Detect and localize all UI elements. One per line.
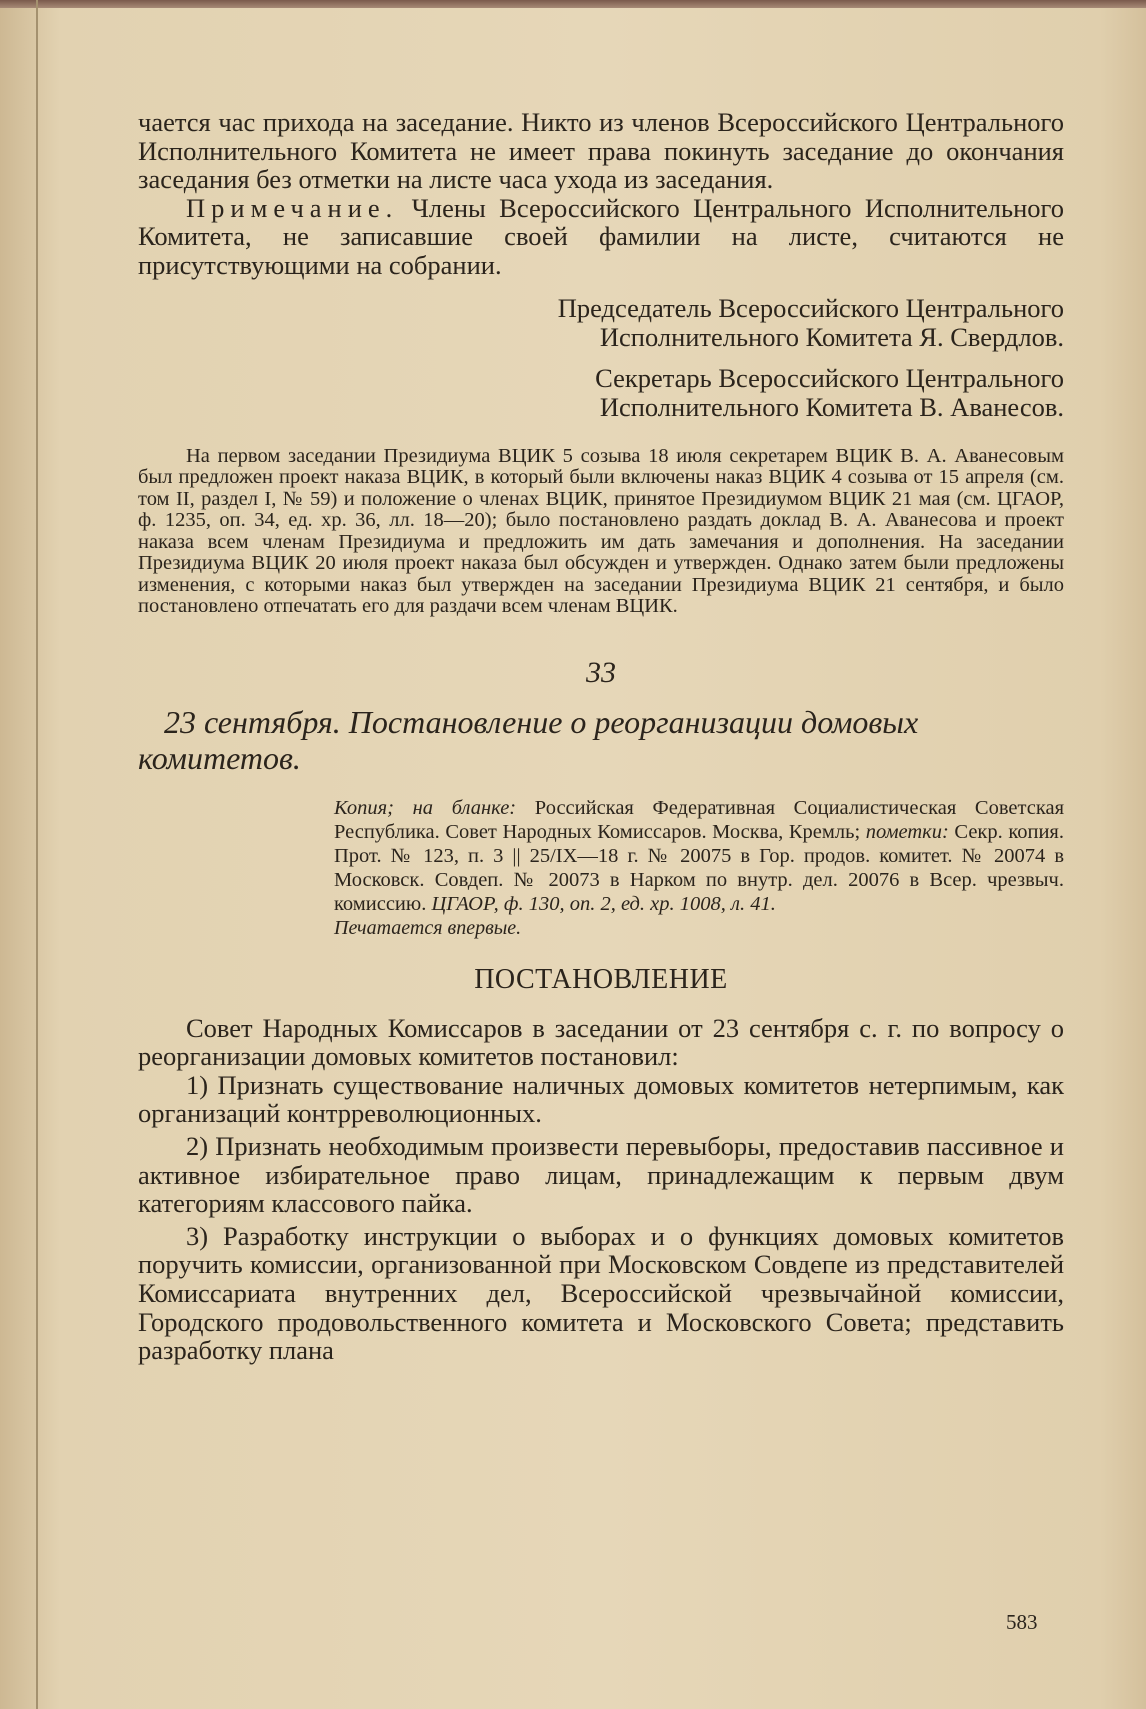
printed-first-note: Печатается впервые. (334, 916, 522, 939)
page-number: 583 (1006, 1610, 1038, 1634)
resolution-heading: ПОСТАНОВЛЕНИЕ (474, 963, 728, 995)
intro-paragraph: чается час прихода на заседание. Никто из членов Всероссийского Центрального Исполнительного Комитета не имеет права покинуть заседание до окончания заседания без отметки на листе часа ухода из заседания. (138, 107, 1064, 195)
chairman-signature-line2: Исполнительного Комитета Я. Свердлов. (599, 321, 1064, 352)
secretary-signature (138, 364, 1064, 422)
document-number: 33 (586, 655, 616, 689)
archive-reference: ЦГАОР, ф. 130, оп. 2, ед. хр. 1008, л. 41. (431, 892, 776, 915)
blank-text: Российская Федеративная Социалистическая Советская Республика. Совет Народных Комиссаров. Москва, Кремль; (334, 796, 1064, 843)
secretary-signature-line2: Исполнительного Комитета В. Аванесов. (599, 391, 1064, 422)
resolution-item-1: 1) Признать существование наличных домовых комитетов нетерпимым, как организаций контрреволюционных. (138, 1069, 1064, 1129)
page-content (138, 108, 1064, 1365)
chairman-signature-line1: Председатель Всероссийского Центрального (557, 292, 1064, 323)
secretary-signature-line1: Секретарь Всероссийского Центрального (595, 362, 1064, 393)
resolution-item-3: 3) Разработку инструкции о выборах и о функциях домовых комитетов поручить комиссии, организованной при Московском Совдепе из представителей Комиссариата внутренних дел, Всероссийской чрезвычайной комиссии, Городского продовольственного комитета и Московского Совета; представить разработку плана (138, 1220, 1064, 1366)
source-description (334, 796, 1064, 916)
marks-text: Секр. копия. Прот. № 123, п. 3 || 25/IX—18 г. № 20075 в Гор. продов. комитет. № 20074 в Московск. Совдеп. № 20073 в Нарком по внутр. дел. 20076 в Всер. чрезвыч. комиссию. (334, 820, 1064, 915)
page-top-edge (0, 0, 1146, 8)
resolution-intro: Совет Народных Комиссаров в заседании от 23 сентября с. г. по вопросу о реорганизации домовых комитетов постановил: (138, 1012, 1064, 1072)
note-text: Члены Всероссийского Центрального Исполнительного Комитета, не записавшие своей фамилии на листе, считаются не присутствующими на собрании. (138, 192, 1064, 280)
marks-label: пометки: (865, 820, 949, 843)
editorial-note: На первом заседании Президиума ВЦИК 5 созыва 18 июля секретарем ВЦИК В. А. Аванесовым был предложен проект наказа ВЦИК, в который были включены наказ ВЦИК 4 созыва от 15 апреля (см. том II, раздел I, № 59) и положение о членах ВЦИК, принятое Президиумом ВЦИК 21 мая (см. ЦГАОР, ф. 1235, оп. 34, ед. хр. 36, лл. 18—20); было постановлено раздать доклад В. А. Аванесова и проект наказа всем членам Президиума и предложить им дать замечания и дополнения. На заседании Президиума ВЦИК 20 июля проект наказа был обсужден и утвержден. Однако затем были предложены изменения, с которыми наказ был утвержден на заседании Президиума ВЦИК 21 сентября, и было постановлено отпечатать его для раздачи всем членам ВЦИК. (138, 444, 1064, 618)
resolution-item-2: 2) Признать необходимым произвести перевыборы, предоставив пассивное и активное избирательное право лицам, принадлежащим к первым двум категориям классового пайка. (138, 1130, 1064, 1219)
chairman-signature (138, 294, 1064, 352)
note-label: Примечание. (186, 192, 399, 223)
document-title: 23 сентября. Постановление о реорганизации домовых комитетов. (138, 703, 919, 776)
note-paragraph (138, 194, 1064, 280)
copy-label: Копия; на бланке: (334, 796, 517, 819)
page-left-crease (36, 0, 38, 1709)
